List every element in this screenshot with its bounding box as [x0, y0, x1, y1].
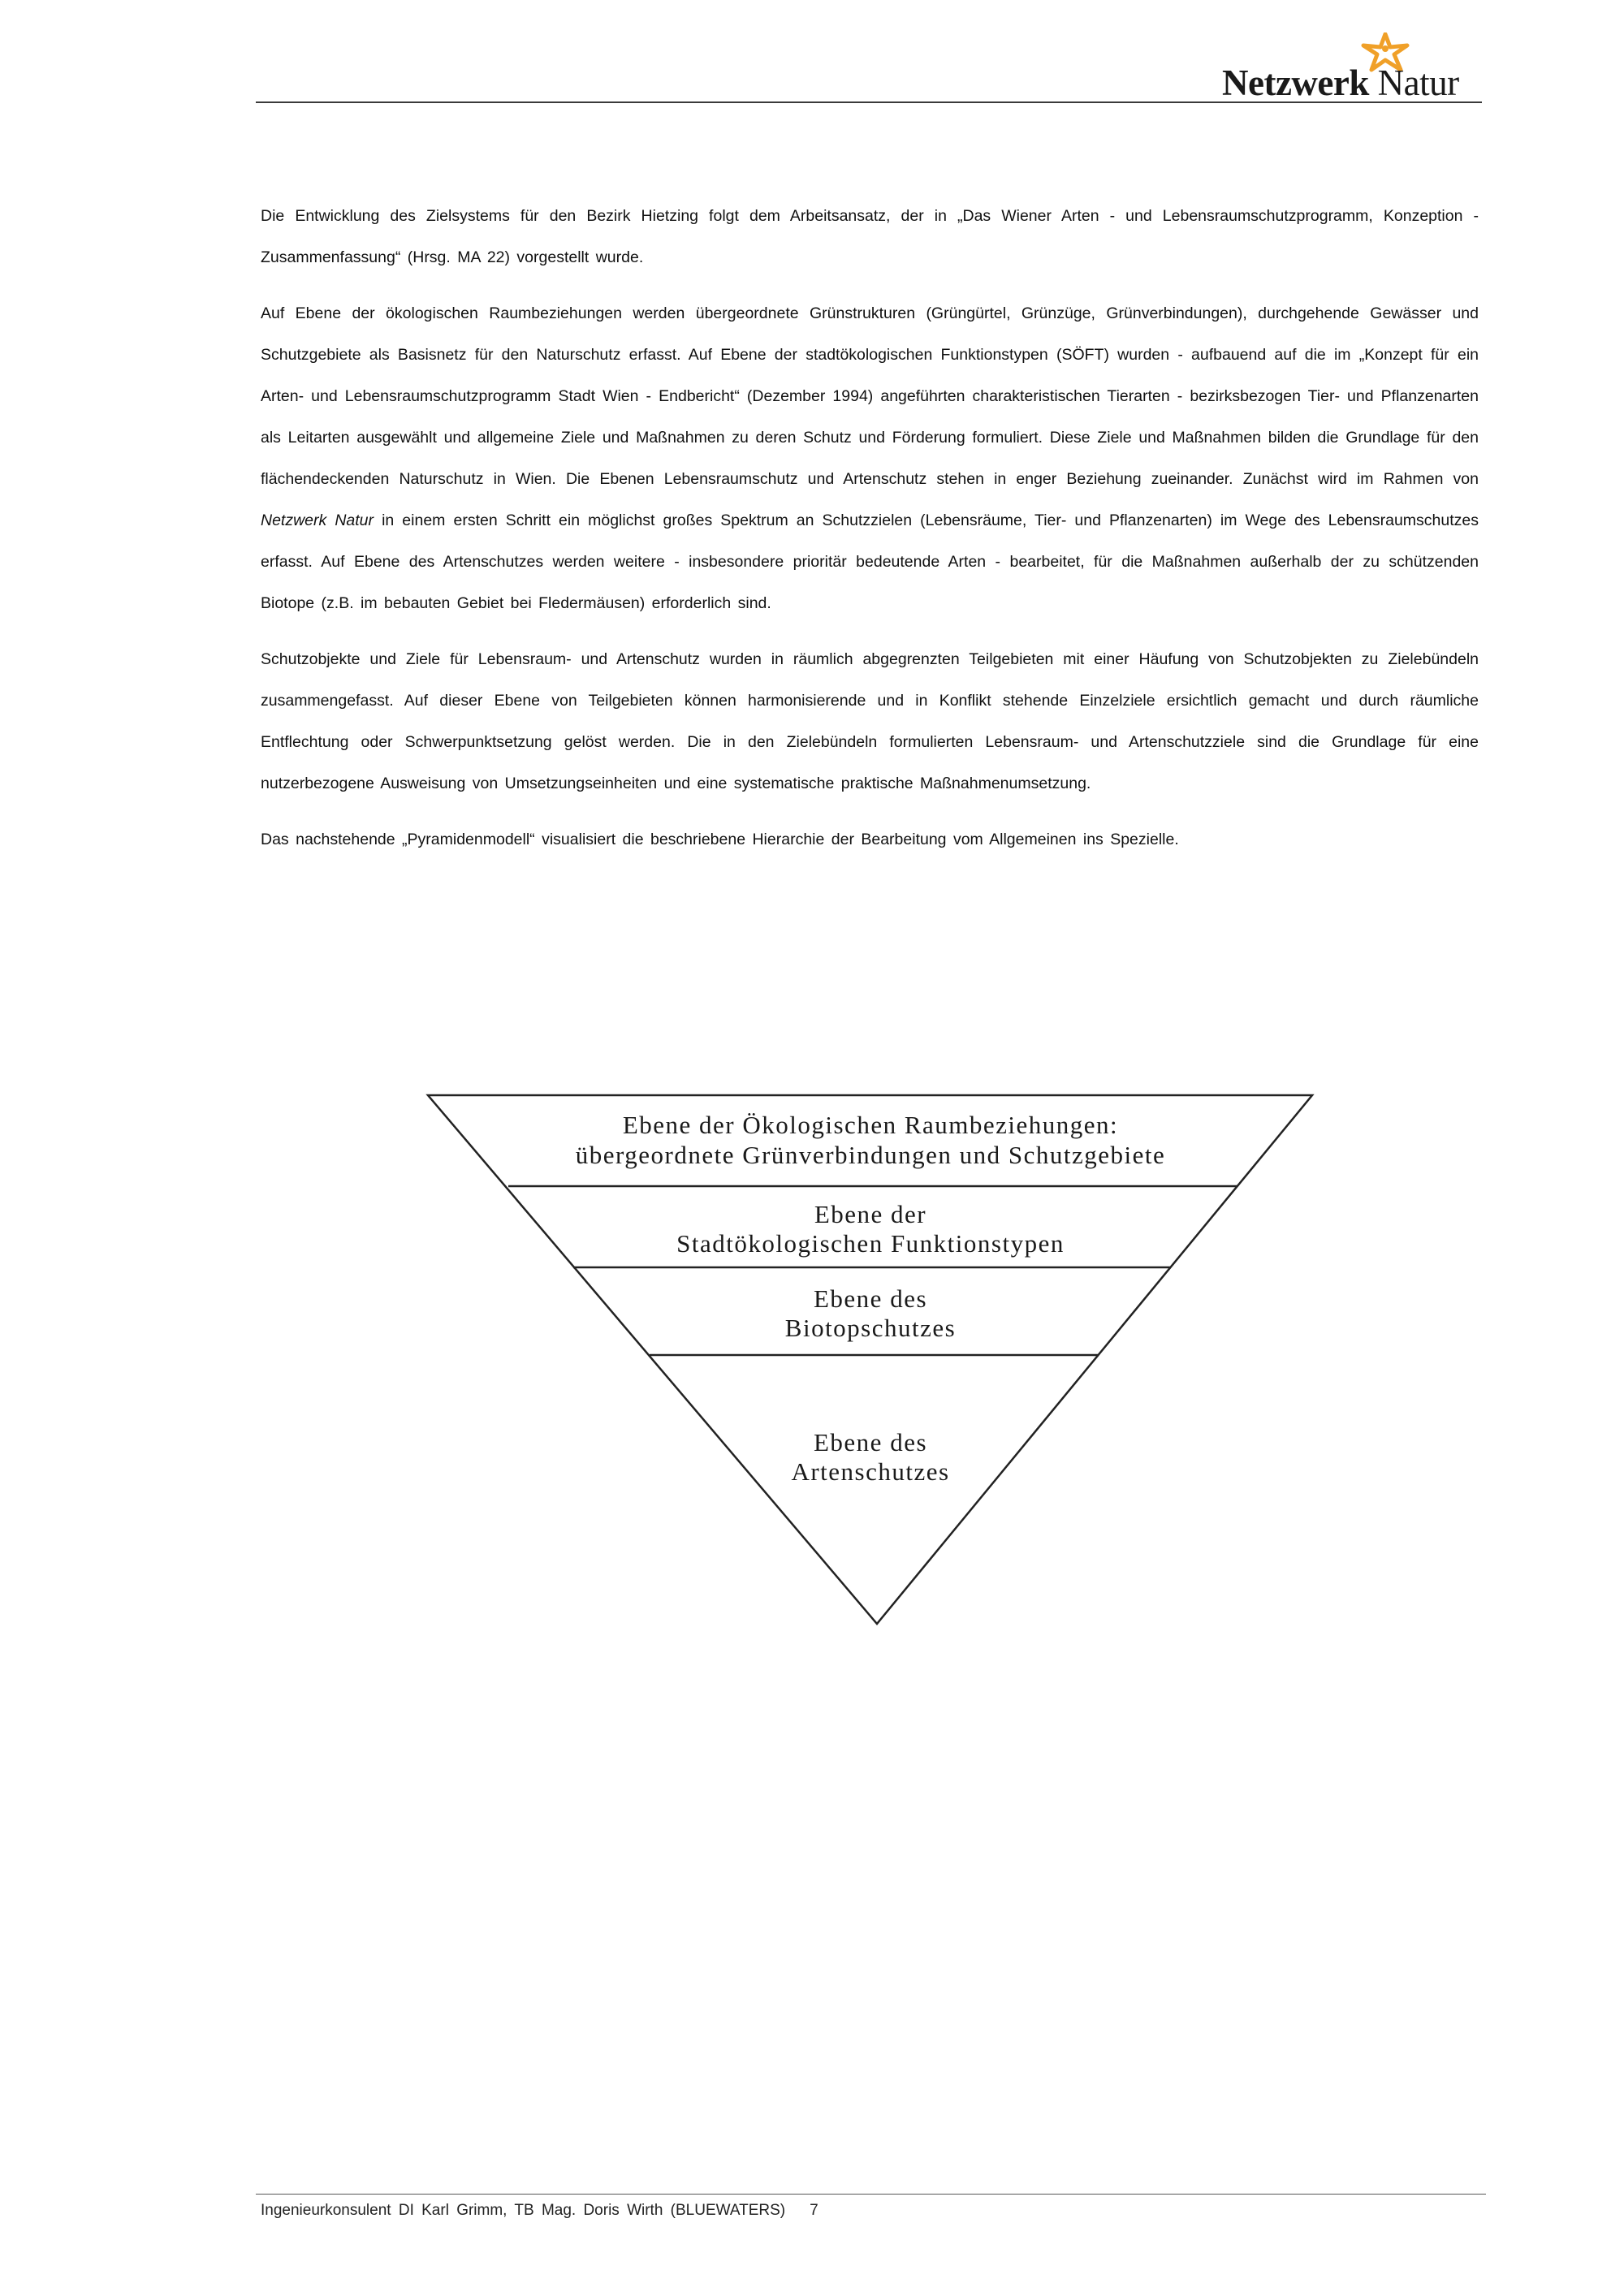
- pyramid-level-3-line-1: Ebene des: [813, 1284, 928, 1313]
- pyramid-level-2-line-2: Stadtökologischen Funktionstypen: [676, 1229, 1065, 1258]
- pyramid-diagram: [422, 1092, 1315, 1628]
- paragraph-2-part-b: in einem ersten Schritt ein möglichst großes Spektrum an Schutzzielen (Lebensräume, Tier- und Pflanzenarten) im Wege des Lebensraumschutzes erfasst. Auf Ebene des Artenschutzes werden weitere - insbesondere prioritär bedeutende Arten - bearbeitet, für die Maßnahmen außerhalb der zu schützenden Biotope (z.B. im bebauten Gebiet bei Fledermäusen) erforderlich sind.: [261, 511, 1479, 612]
- paragraph-1: Die Entwicklung des Zielsystems für den Bezirk Hietzing folgt dem Arbeitsansatz, der in „Das Wiener Arten - und Lebensraumschutzprogramm, Konzeption - Zusammenfassung“ (Hrsg. MA 22) vorgestellt wurde.: [261, 207, 1479, 266]
- page-number: 7: [810, 2202, 818, 2219]
- pyramid-level-1-line-1: Ebene der Ökologischen Raumbeziehungen:: [622, 1111, 1119, 1139]
- logo-text: [1222, 62, 1459, 104]
- paragraph-2: [261, 293, 1479, 624]
- netzwerk-natur-logo: [1222, 32, 1490, 106]
- paragraph-2-part-a: Auf Ebene der ökologischen Raumbeziehungen werden übergeordnete Grünstrukturen (Grüngürtel, Grünzüge, Grünverbindungen), durchgehende Gewässer und Schutzgebiete als Basisnetz für den Naturschutz erfasst. Auf Ebene der stadtökologischen Funktionstypen (SÖFT) wurden - aufbauend auf die im „Konzept für ein Arten- und Lebensraumschutzprogramm Stadt Wien - Endbericht“ (Dezember 1994) angeführten charakteristischen Tierarten - bezirksbezogen Tier- und Pflanzenarten als Leitarten ausgewählt und allgemeine Ziele und Maßnahmen zu deren Schutz und Förderung formuliert. Diese Ziele und Maßnahmen bilden die Grundlage für den flächendeckenden Naturschutz in Wien. Die Ebenen Lebensraumschutz und Artenschutz stehen in enger Beziehung zueinander. Zunächst wird im Rahmen von: [261, 304, 1479, 488]
- header-divider: [256, 101, 1482, 103]
- footer-text: Ingenieurkonsulent DI Karl Grimm, TB Mag. Doris Wirth (BLUEWATERS): [261, 2202, 786, 2219]
- pyramid-level-2-line-1: Ebene der: [814, 1200, 927, 1228]
- pyramid-level-3-line-2: Biotopschutzes: [784, 1314, 957, 1342]
- pyramid-level-4-line-1: Ebene des: [813, 1428, 928, 1457]
- footer-divider: [256, 2194, 1486, 2195]
- footer: [261, 2202, 818, 2220]
- logo-text-bold: Netzwerk: [1222, 63, 1369, 103]
- pyramid-level-1-line-2: übergeordnete Grünverbindungen und Schutzgebiete: [575, 1141, 1166, 1169]
- pyramid-outline: [428, 1095, 1312, 1624]
- paragraph-2-emphasis: Netzwerk Natur: [261, 511, 374, 529]
- paragraph-4: Das nachstehende „Pyramidenmodell“ visualisiert die beschriebene Hierarchie der Bearbeitung vom Allgemeinen ins Spezielle.: [261, 831, 1179, 848]
- paragraph-3: Schutzobjekte und Ziele für Lebensraum- und Artenschutz wurden in räumlich abgegrenzten Teilgebieten mit einer Häufung von Schutzobjekten zu Zielebündeln zusammengefasst. Auf dieser Ebene von Teilgebieten können harmonisierende und in Konflikt stehende Einzelziele ersichtlich gemacht und durch räumliche Entflechtung oder Schwerpunktsetzung gelöst werden. Die in den Zielebündeln formulierten Lebensraum- und Artenschutzziele sind die Grundlage für eine nutzerbezogene Ausweisung von Umsetzungseinheiten und eine systematische praktische Maßnahmenumsetzung.: [261, 650, 1479, 792]
- logo-text-normal: Natur: [1377, 63, 1459, 103]
- pyramid-level-4-line-2: Artenschutzes: [791, 1457, 950, 1486]
- body-text: [261, 196, 1479, 875]
